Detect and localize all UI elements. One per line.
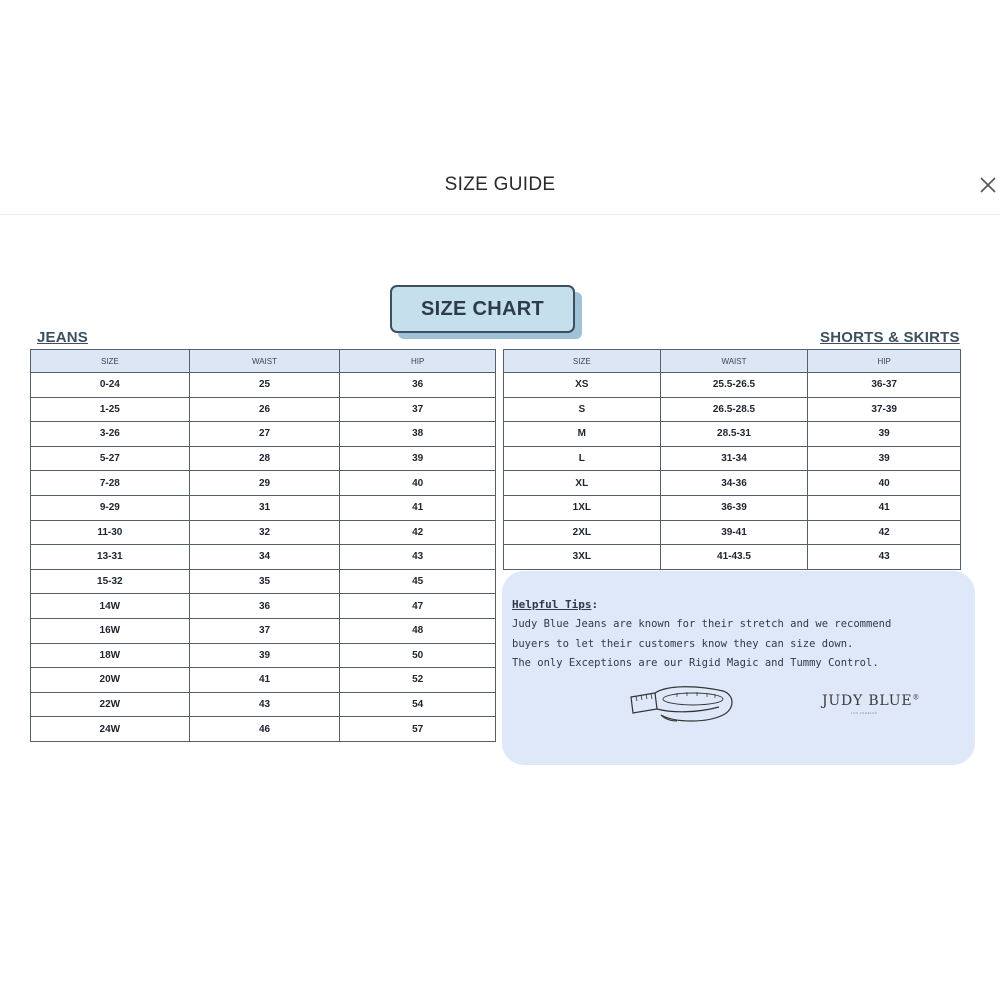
brand-name: JUDY BLUE (822, 693, 913, 709)
shorts-section-title: SHORTS & SKIRTS (820, 329, 960, 346)
size-cell: 13-31 (31, 545, 190, 570)
size-cell: 18W (31, 643, 190, 668)
table-row (31, 594, 496, 619)
size-cell: 1XL (504, 495, 661, 520)
registered-mark: ® (912, 693, 921, 702)
size-cell: 2XL (504, 520, 661, 545)
table-row (31, 618, 496, 643)
hip-cell: 41 (340, 495, 496, 520)
hip-cell: 39 (808, 446, 961, 471)
helpful-tips-box (502, 571, 975, 765)
judy-blue-logo (822, 693, 920, 709)
table-row (504, 446, 961, 471)
hip-cell: 42 (340, 520, 496, 545)
waist-cell: 27 (189, 422, 340, 447)
table-row (31, 397, 496, 422)
table-row (31, 545, 496, 570)
waist-cell: 41 (189, 668, 340, 693)
size-cell: XS (504, 373, 661, 398)
hip-cell: 47 (340, 594, 496, 619)
header-waist: WAIST (660, 350, 808, 373)
table-row (31, 520, 496, 545)
table-row (31, 717, 496, 742)
size-cell: 5-27 (31, 446, 190, 471)
hip-cell: 37 (340, 397, 496, 422)
table-row (31, 373, 496, 398)
tips-line: Judy Blue Jeans are known for their stretch and we recommend (512, 618, 892, 630)
waist-cell: 39-41 (660, 520, 808, 545)
table-row (31, 471, 496, 496)
close-icon[interactable] (978, 175, 998, 195)
hip-cell: 48 (340, 618, 496, 643)
tips-heading-colon: : (591, 598, 599, 611)
table-row (504, 545, 961, 570)
size-cell: 15-32 (31, 569, 190, 594)
waist-cell: 37 (189, 618, 340, 643)
table-row (31, 495, 496, 520)
table-row (504, 422, 961, 447)
hip-cell: 45 (340, 569, 496, 594)
size-cell: 0-24 (31, 373, 190, 398)
waist-cell: 46 (189, 717, 340, 742)
waist-cell: 36 (189, 594, 340, 619)
hip-cell: 43 (808, 545, 961, 570)
modal-title: SIZE GUIDE (444, 174, 556, 195)
waist-cell: 25 (189, 373, 340, 398)
waist-cell: 29 (189, 471, 340, 496)
size-cell: 22W (31, 692, 190, 717)
shorts-size-table (503, 349, 961, 570)
size-cell: 9-29 (31, 495, 190, 520)
size-chart-badge: SIZE CHART (390, 285, 575, 333)
hip-cell: 52 (340, 668, 496, 693)
waist-cell: 34-36 (660, 471, 808, 496)
size-cell: 16W (31, 618, 190, 643)
hip-cell: 39 (808, 422, 961, 447)
hip-cell: 36 (340, 373, 496, 398)
jeans-section-title: JEANS (37, 329, 89, 346)
table-row (504, 520, 961, 545)
table-row (31, 446, 496, 471)
waist-cell: 32 (189, 520, 340, 545)
header-waist: WAIST (189, 350, 340, 373)
hip-cell: 57 (340, 717, 496, 742)
waist-cell: 36-39 (660, 495, 808, 520)
waist-cell: 35 (189, 569, 340, 594)
hip-cell: 50 (340, 643, 496, 668)
hip-cell: 40 (808, 471, 961, 496)
waist-cell: 28.5-31 (660, 422, 808, 447)
size-cell: 24W (31, 717, 190, 742)
header-size: SIZE (31, 350, 190, 373)
size-cell: M (504, 422, 661, 447)
hip-cell: 36-37 (808, 373, 961, 398)
waist-cell: 41-43.5 (660, 545, 808, 570)
size-cell: 7-28 (31, 471, 190, 496)
hip-cell: 39 (340, 446, 496, 471)
hip-cell: 38 (340, 422, 496, 447)
modal-header (0, 0, 1000, 215)
waist-cell: 43 (189, 692, 340, 717)
size-cell: L (504, 446, 661, 471)
table-row (504, 397, 961, 422)
jeans-size-table (30, 349, 496, 742)
table-header-row (31, 350, 496, 373)
table-row (31, 668, 496, 693)
waist-cell: 25.5-26.5 (660, 373, 808, 398)
size-cell: 14W (31, 594, 190, 619)
size-cell: 20W (31, 668, 190, 693)
waist-cell: 31 (189, 495, 340, 520)
table-row (31, 692, 496, 717)
table-header-row (504, 350, 961, 373)
waist-cell: 26.5-28.5 (660, 397, 808, 422)
waist-cell: 31-34 (660, 446, 808, 471)
hip-cell: 42 (808, 520, 961, 545)
size-cell: 3-26 (31, 422, 190, 447)
hip-cell: 40 (340, 471, 496, 496)
waist-cell: 28 (189, 446, 340, 471)
hip-cell: 54 (340, 692, 496, 717)
tips-heading-text: Helpful Tips (512, 598, 592, 611)
size-cell: S (504, 397, 661, 422)
size-cell: 3XL (504, 545, 661, 570)
header-hip: HIP (340, 350, 496, 373)
measuring-tape-icon (627, 683, 737, 725)
tips-line: buyers to let their customers know they can size down. (512, 638, 854, 650)
waist-cell: 39 (189, 643, 340, 668)
table-row (504, 471, 961, 496)
table-row (31, 643, 496, 668)
size-cell: 1-25 (31, 397, 190, 422)
header-hip: HIP (808, 350, 961, 373)
hip-cell: 41 (808, 495, 961, 520)
brand-subtitle: LOS ANGELES (851, 711, 878, 715)
tips-line: The only Exceptions are our Rigid Magic and Tummy Control. (512, 657, 879, 669)
table-row (504, 495, 961, 520)
size-cell: XL (504, 471, 661, 496)
size-cell: 11-30 (31, 520, 190, 545)
waist-cell: 26 (189, 397, 340, 422)
table-row (504, 373, 961, 398)
table-row (31, 569, 496, 594)
waist-cell: 34 (189, 545, 340, 570)
table-row (31, 422, 496, 447)
header-size: SIZE (504, 350, 661, 373)
hip-cell: 37-39 (808, 397, 961, 422)
hip-cell: 43 (340, 545, 496, 570)
tips-heading (512, 598, 598, 611)
